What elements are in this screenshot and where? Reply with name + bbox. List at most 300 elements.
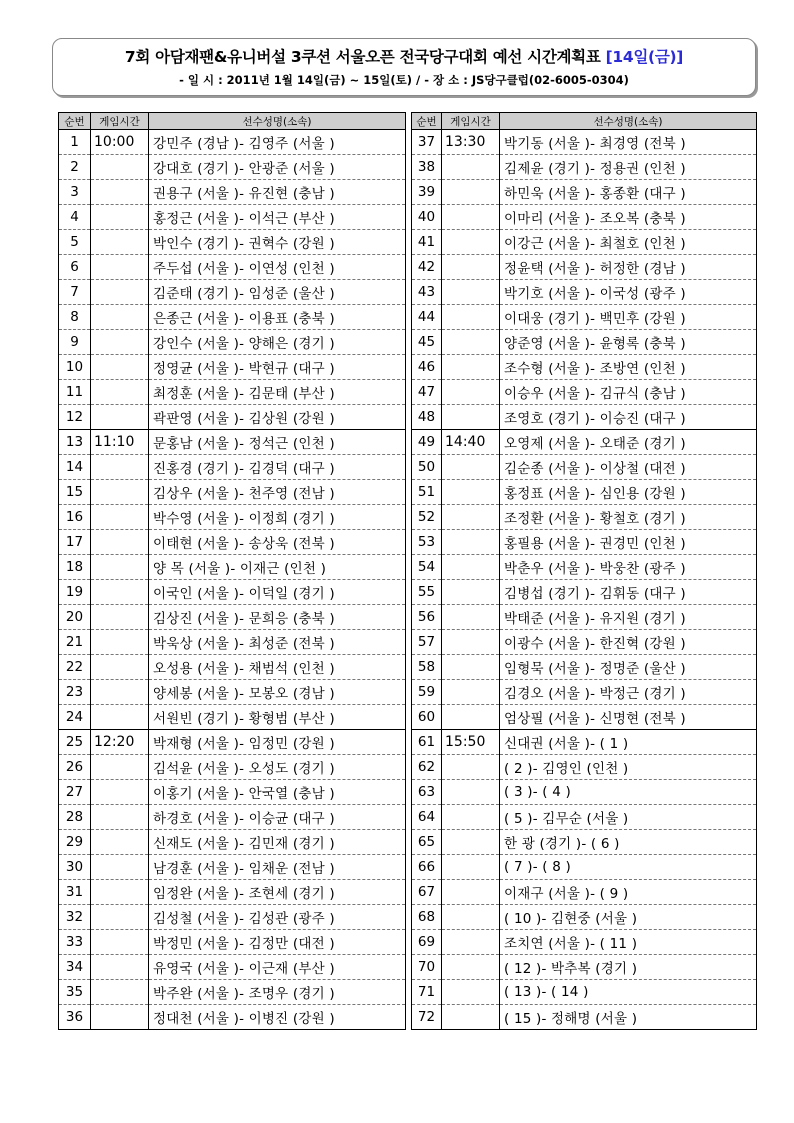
player-names: ( 7 )- ( 8 ) <box>500 855 757 880</box>
game-time: 15:50 <box>442 730 500 755</box>
match-number: 1 <box>59 130 91 155</box>
match-number: 71 <box>412 980 442 1005</box>
game-time <box>91 330 149 355</box>
game-time <box>91 480 149 505</box>
table-row <box>412 805 757 830</box>
match-number: 8 <box>59 305 91 330</box>
match-number: 34 <box>59 955 91 980</box>
table-row <box>412 630 757 655</box>
table-row <box>59 630 406 655</box>
player-names: 박기호 (서울 )- 이국성 (광주 ) <box>500 280 757 305</box>
game-time <box>442 405 500 430</box>
match-number: 23 <box>59 680 91 705</box>
game-time <box>442 780 500 805</box>
match-number: 29 <box>59 830 91 855</box>
table-header-row <box>59 113 406 130</box>
game-time <box>91 230 149 255</box>
table-row <box>412 680 757 705</box>
table-row <box>59 505 406 530</box>
table-row <box>59 1005 406 1030</box>
table-row <box>59 155 406 180</box>
game-time <box>442 255 500 280</box>
player-names: 유영국 (서울 )- 이근재 (부산 ) <box>149 955 406 980</box>
title-main: 7회 아담재팬&유니버설 3쿠션 서울오픈 전국당구대회 예선 시간계획표 <box>124 48 606 66</box>
match-number: 2 <box>59 155 91 180</box>
game-time <box>442 605 500 630</box>
game-time: 10:00 <box>91 130 149 155</box>
player-names: 김준태 (경기 )- 임성준 (울산 ) <box>149 280 406 305</box>
table-row <box>412 180 757 205</box>
table-row <box>412 480 757 505</box>
game-time <box>442 180 500 205</box>
match-number: 5 <box>59 230 91 255</box>
player-names: 조영호 (경기 )- 이승진 (대구 ) <box>500 405 757 430</box>
game-time <box>442 980 500 1005</box>
player-names: 김병섭 (경기 )- 김휘동 (대구 ) <box>500 580 757 605</box>
game-time <box>442 555 500 580</box>
player-names: 양 목 (서울 )- 이재근 (인천 ) <box>149 555 406 580</box>
game-time <box>442 505 500 530</box>
player-names: 박수영 (서울 )- 이정희 (경기 ) <box>149 505 406 530</box>
match-number: 36 <box>59 1005 91 1030</box>
table-row <box>59 655 406 680</box>
match-number: 35 <box>59 980 91 1005</box>
game-time <box>442 480 500 505</box>
table-row <box>59 305 406 330</box>
game-time <box>91 830 149 855</box>
game-time <box>442 655 500 680</box>
match-number: 72 <box>412 1005 442 1030</box>
match-number: 11 <box>59 380 91 405</box>
match-number: 42 <box>412 255 442 280</box>
match-number: 24 <box>59 705 91 730</box>
match-number: 47 <box>412 380 442 405</box>
table-row <box>412 530 757 555</box>
game-time <box>442 330 500 355</box>
table-row <box>59 555 406 580</box>
table-row <box>59 880 406 905</box>
player-names: 강인수 (서울 )- 양해은 (경기 ) <box>149 330 406 355</box>
table-row <box>412 605 757 630</box>
game-time <box>442 705 500 730</box>
table-row <box>59 230 406 255</box>
table-row <box>412 1005 757 1030</box>
game-time <box>91 955 149 980</box>
player-names: ( 3 )- ( 4 ) <box>500 780 757 805</box>
schedule-table-left <box>58 112 406 1030</box>
match-number: 20 <box>59 605 91 630</box>
match-number: 30 <box>59 855 91 880</box>
player-names: 이승우 (서울 )- 김규식 (충남 ) <box>500 380 757 405</box>
player-names: 이대웅 (경기 )- 백민후 (강원 ) <box>500 305 757 330</box>
table-row <box>412 705 757 730</box>
player-names: 김순종 (서울 )- 이상철 (대전 ) <box>500 455 757 480</box>
match-number: 10 <box>59 355 91 380</box>
game-time <box>91 180 149 205</box>
game-time <box>91 655 149 680</box>
player-names: 진홍경 (경기 )- 김경덕 (대구 ) <box>149 455 406 480</box>
player-names: 양세봉 (서울 )- 모봉오 (경남 ) <box>149 680 406 705</box>
player-names: 김성철 (서울 )- 김성관 (광주 ) <box>149 905 406 930</box>
game-time <box>91 930 149 955</box>
player-names: 은종근 (서울 )- 이용표 (충북 ) <box>149 305 406 330</box>
match-number: 17 <box>59 530 91 555</box>
player-names: 최정훈 (서울 )- 김문태 (부산 ) <box>149 380 406 405</box>
game-time <box>442 355 500 380</box>
player-names: 박춘우 (서울 )- 박웅찬 (광주 ) <box>500 555 757 580</box>
table-row <box>59 830 406 855</box>
player-names: 이마리 (서울 )- 조오복 (충북 ) <box>500 205 757 230</box>
match-number: 39 <box>412 180 442 205</box>
match-number: 32 <box>59 905 91 930</box>
player-names: 홍정근 (서울 )- 이석근 (부산 ) <box>149 205 406 230</box>
table-row <box>412 430 757 455</box>
match-number: 18 <box>59 555 91 580</box>
match-number: 61 <box>412 730 442 755</box>
player-names: 주두섭 (서울 )- 이연성 (인천 ) <box>149 255 406 280</box>
match-number: 41 <box>412 230 442 255</box>
player-names: 박재형 (서울 )- 임정민 (강원 ) <box>149 730 406 755</box>
game-time <box>442 955 500 980</box>
table-row <box>412 955 757 980</box>
match-number: 22 <box>59 655 91 680</box>
game-time <box>91 280 149 305</box>
match-number: 65 <box>412 830 442 855</box>
player-names: 박인수 (경기 )- 권혁수 (강원 ) <box>149 230 406 255</box>
table-row <box>412 855 757 880</box>
game-time <box>91 355 149 380</box>
table-row <box>59 205 406 230</box>
player-names: 신대권 (서울 )- ( 1 ) <box>500 730 757 755</box>
player-names: 정영균 (서울 )- 박현규 (대구 ) <box>149 355 406 380</box>
game-time <box>91 630 149 655</box>
page-title <box>53 45 755 67</box>
table-row <box>412 455 757 480</box>
match-number: 70 <box>412 955 442 980</box>
game-time <box>442 1005 500 1030</box>
game-time <box>91 755 149 780</box>
player-names: 권용구 (서울 )- 유진현 (충남 ) <box>149 180 406 205</box>
game-time <box>442 230 500 255</box>
table-row <box>59 380 406 405</box>
match-number: 62 <box>412 755 442 780</box>
player-names: 박정민 (서울 )- 김정만 (대전 ) <box>149 930 406 955</box>
table-row <box>412 930 757 955</box>
table-row <box>59 980 406 1005</box>
game-time <box>442 305 500 330</box>
match-number: 37 <box>412 130 442 155</box>
table-row <box>59 330 406 355</box>
match-number: 63 <box>412 780 442 805</box>
player-names: 이국인 (서울 )- 이덕일 (경기 ) <box>149 580 406 605</box>
table-row <box>412 130 757 155</box>
game-time <box>442 380 500 405</box>
player-names: 이태현 (서울 )- 송상욱 (전북 ) <box>149 530 406 555</box>
player-names: 김제윤 (경기 )- 정용권 (인천 ) <box>500 155 757 180</box>
player-names: 조수형 (서울 )- 조방연 (인천 ) <box>500 355 757 380</box>
game-time <box>442 905 500 930</box>
game-time <box>91 205 149 230</box>
game-time <box>91 680 149 705</box>
column-header-time: 게임시간 <box>442 113 500 130</box>
game-time <box>91 405 149 430</box>
match-number: 6 <box>59 255 91 280</box>
player-names: 오성용 (서울 )- 채범석 (인천 ) <box>149 655 406 680</box>
table-row <box>412 980 757 1005</box>
column-header-names: 선수성명(소속) <box>149 113 406 130</box>
match-number: 16 <box>59 505 91 530</box>
match-number: 27 <box>59 780 91 805</box>
game-time <box>91 305 149 330</box>
match-number: 25 <box>59 730 91 755</box>
game-time <box>91 905 149 930</box>
player-names: 문홍남 (서울 )- 정석근 (인천 ) <box>149 430 406 455</box>
table-row <box>412 330 757 355</box>
table-row <box>412 780 757 805</box>
match-number: 57 <box>412 630 442 655</box>
game-time <box>91 705 149 730</box>
match-number: 67 <box>412 880 442 905</box>
game-time <box>91 805 149 830</box>
table-row <box>59 930 406 955</box>
game-time <box>91 380 149 405</box>
game-time <box>91 605 149 630</box>
table-row <box>412 230 757 255</box>
table-row <box>412 255 757 280</box>
column-header-names: 선수성명(소속) <box>500 113 757 130</box>
match-number: 53 <box>412 530 442 555</box>
table-row <box>412 580 757 605</box>
player-names: 강대호 (경기 )- 안광준 (서울 ) <box>149 155 406 180</box>
table-row <box>59 355 406 380</box>
match-number: 60 <box>412 705 442 730</box>
player-names: 박기동 (서울 )- 최경영 (전북 ) <box>500 130 757 155</box>
match-number: 26 <box>59 755 91 780</box>
table-row <box>59 705 406 730</box>
match-number: 40 <box>412 205 442 230</box>
table-row <box>59 755 406 780</box>
player-names: 박주완 (서울 )- 조명우 (경기 ) <box>149 980 406 1005</box>
match-number: 9 <box>59 330 91 355</box>
game-time: 14:40 <box>442 430 500 455</box>
table-row <box>412 555 757 580</box>
column-header-num: 순번 <box>59 113 91 130</box>
title-date-highlight: [14일(금)] <box>605 48 684 66</box>
game-time <box>91 780 149 805</box>
game-time <box>91 255 149 280</box>
game-time <box>442 530 500 555</box>
game-time <box>91 580 149 605</box>
game-time <box>442 155 500 180</box>
match-number: 56 <box>412 605 442 630</box>
player-names: ( 10 )- 김현중 (서울 ) <box>500 905 757 930</box>
player-names: ( 2 )- 김영인 (인천 ) <box>500 755 757 780</box>
player-names: 김상우 (서울 )- 천주영 (전남 ) <box>149 480 406 505</box>
match-number: 48 <box>412 405 442 430</box>
game-time <box>91 880 149 905</box>
header-box <box>52 38 756 96</box>
match-number: 64 <box>412 805 442 830</box>
game-time <box>91 155 149 180</box>
player-names: 김경오 (서울 )- 박정근 (경기 ) <box>500 680 757 705</box>
table-row <box>59 680 406 705</box>
table-row <box>412 755 757 780</box>
match-number: 51 <box>412 480 442 505</box>
player-names: ( 15 )- 정해명 (서울 ) <box>500 1005 757 1030</box>
player-names: 이강근 (서울 )- 최철호 (인천 ) <box>500 230 757 255</box>
match-number: 15 <box>59 480 91 505</box>
player-names: 엄상필 (서울 )- 신명현 (전북 ) <box>500 705 757 730</box>
game-time <box>91 1005 149 1030</box>
game-time <box>91 980 149 1005</box>
match-number: 55 <box>412 580 442 605</box>
match-number: 7 <box>59 280 91 305</box>
player-names: 곽판영 (서울 )- 김상원 (강원 ) <box>149 405 406 430</box>
table-row <box>412 205 757 230</box>
player-names: 정대천 (서울 )- 이병진 (강원 ) <box>149 1005 406 1030</box>
table-row <box>59 580 406 605</box>
table-row <box>59 905 406 930</box>
player-names: ( 12 )- 박추복 (경기 ) <box>500 955 757 980</box>
table-row <box>59 805 406 830</box>
game-time <box>91 505 149 530</box>
player-names: 이광수 (서울 )- 한진혁 (강원 ) <box>500 630 757 655</box>
game-time <box>91 530 149 555</box>
game-time: 12:20 <box>91 730 149 755</box>
table-row <box>59 180 406 205</box>
game-time <box>442 930 500 955</box>
table-row <box>59 455 406 480</box>
player-names: 양준영 (서울 )- 윤형록 (충북 ) <box>500 330 757 355</box>
match-number: 44 <box>412 305 442 330</box>
table-header-row <box>412 113 757 130</box>
player-names: 김석윤 (서울 )- 오성도 (경기 ) <box>149 755 406 780</box>
match-number: 46 <box>412 355 442 380</box>
player-names: ( 13 )- ( 14 ) <box>500 980 757 1005</box>
player-names: 홍정표 (서울 )- 심인용 (강원 ) <box>500 480 757 505</box>
table-row <box>412 655 757 680</box>
player-names: 조정환 (서울 )- 황철호 (경기 ) <box>500 505 757 530</box>
match-number: 19 <box>59 580 91 605</box>
match-number: 58 <box>412 655 442 680</box>
match-number: 33 <box>59 930 91 955</box>
player-names: 서원빈 (경기 )- 황형범 (부산 ) <box>149 705 406 730</box>
player-names: 임형묵 (서울 )- 정명준 (울산 ) <box>500 655 757 680</box>
game-time <box>442 280 500 305</box>
table-row <box>412 505 757 530</box>
game-time <box>91 855 149 880</box>
match-number: 50 <box>412 455 442 480</box>
player-names: 이홍기 (서울 )- 안국열 (충남 ) <box>149 780 406 805</box>
game-time <box>91 455 149 480</box>
table-row <box>412 405 757 430</box>
player-names: 하민욱 (서울 )- 홍종환 (대구 ) <box>500 180 757 205</box>
game-time: 13:30 <box>442 130 500 155</box>
match-number: 31 <box>59 880 91 905</box>
game-time <box>442 455 500 480</box>
player-names: 홍필용 (서울 )- 권경민 (인천 ) <box>500 530 757 555</box>
table-row <box>412 305 757 330</box>
table-row <box>412 155 757 180</box>
table-row <box>412 355 757 380</box>
table-row <box>412 730 757 755</box>
match-number: 66 <box>412 855 442 880</box>
table-row <box>59 255 406 280</box>
column-header-time: 게임시간 <box>91 113 149 130</box>
match-number: 13 <box>59 430 91 455</box>
match-number: 28 <box>59 805 91 830</box>
game-time <box>442 755 500 780</box>
match-number: 68 <box>412 905 442 930</box>
match-number: 49 <box>412 430 442 455</box>
game-time: 11:10 <box>91 430 149 455</box>
player-names: 하경호 (서울 )- 이승균 (대구 ) <box>149 805 406 830</box>
table-row <box>59 730 406 755</box>
match-number: 43 <box>412 280 442 305</box>
player-names: ( 5 )- 김무순 (서울 ) <box>500 805 757 830</box>
match-number: 12 <box>59 405 91 430</box>
match-number: 45 <box>412 330 442 355</box>
table-row <box>59 955 406 980</box>
match-number: 3 <box>59 180 91 205</box>
table-row <box>59 855 406 880</box>
table-row <box>412 830 757 855</box>
table-row <box>59 130 406 155</box>
game-time <box>91 555 149 580</box>
game-time <box>442 580 500 605</box>
schedule-table-right <box>411 112 757 1030</box>
match-number: 4 <box>59 205 91 230</box>
match-number: 54 <box>412 555 442 580</box>
player-names: 박태준 (서울 )- 유지원 (경기 ) <box>500 605 757 630</box>
table-row <box>59 480 406 505</box>
table-row <box>412 880 757 905</box>
game-time <box>442 630 500 655</box>
player-names: 오영제 (서울 )- 오태준 (경기 ) <box>500 430 757 455</box>
match-number: 38 <box>412 155 442 180</box>
table-row <box>59 405 406 430</box>
player-names: 임정완 (서울 )- 조현세 (경기 ) <box>149 880 406 905</box>
match-number: 69 <box>412 930 442 955</box>
player-names: 남경훈 (서울 )- 임채운 (전남 ) <box>149 855 406 880</box>
game-time <box>442 805 500 830</box>
player-names: 이재구 (서울 )- ( 9 ) <box>500 880 757 905</box>
game-time <box>442 830 500 855</box>
player-names: 한 광 (경기 )- ( 6 ) <box>500 830 757 855</box>
table-row <box>59 780 406 805</box>
match-number: 59 <box>412 680 442 705</box>
table-row <box>59 280 406 305</box>
column-header-num: 순번 <box>412 113 442 130</box>
table-row <box>59 430 406 455</box>
game-time <box>442 855 500 880</box>
match-number: 14 <box>59 455 91 480</box>
game-time <box>442 205 500 230</box>
player-names: 박욱상 (서울 )- 최성준 (전북 ) <box>149 630 406 655</box>
player-names: 정윤택 (서울 )- 허정한 (경남 ) <box>500 255 757 280</box>
event-info: - 일 시 : 2011년 1월 14일(금) ~ 15일(토) / - 장 소 : JS당구클럽(02-6005-0304) <box>179 73 629 87</box>
table-row <box>59 605 406 630</box>
player-names: 조치연 (서울 )- ( 11 ) <box>500 930 757 955</box>
game-time <box>442 880 500 905</box>
game-time <box>442 680 500 705</box>
table-row <box>412 905 757 930</box>
player-names: 강민주 (경남 )- 김영주 (서울 ) <box>149 130 406 155</box>
table-row <box>412 380 757 405</box>
player-names: 김상진 (서울 )- 문희응 (충북 ) <box>149 605 406 630</box>
match-number: 21 <box>59 630 91 655</box>
table-row <box>412 280 757 305</box>
